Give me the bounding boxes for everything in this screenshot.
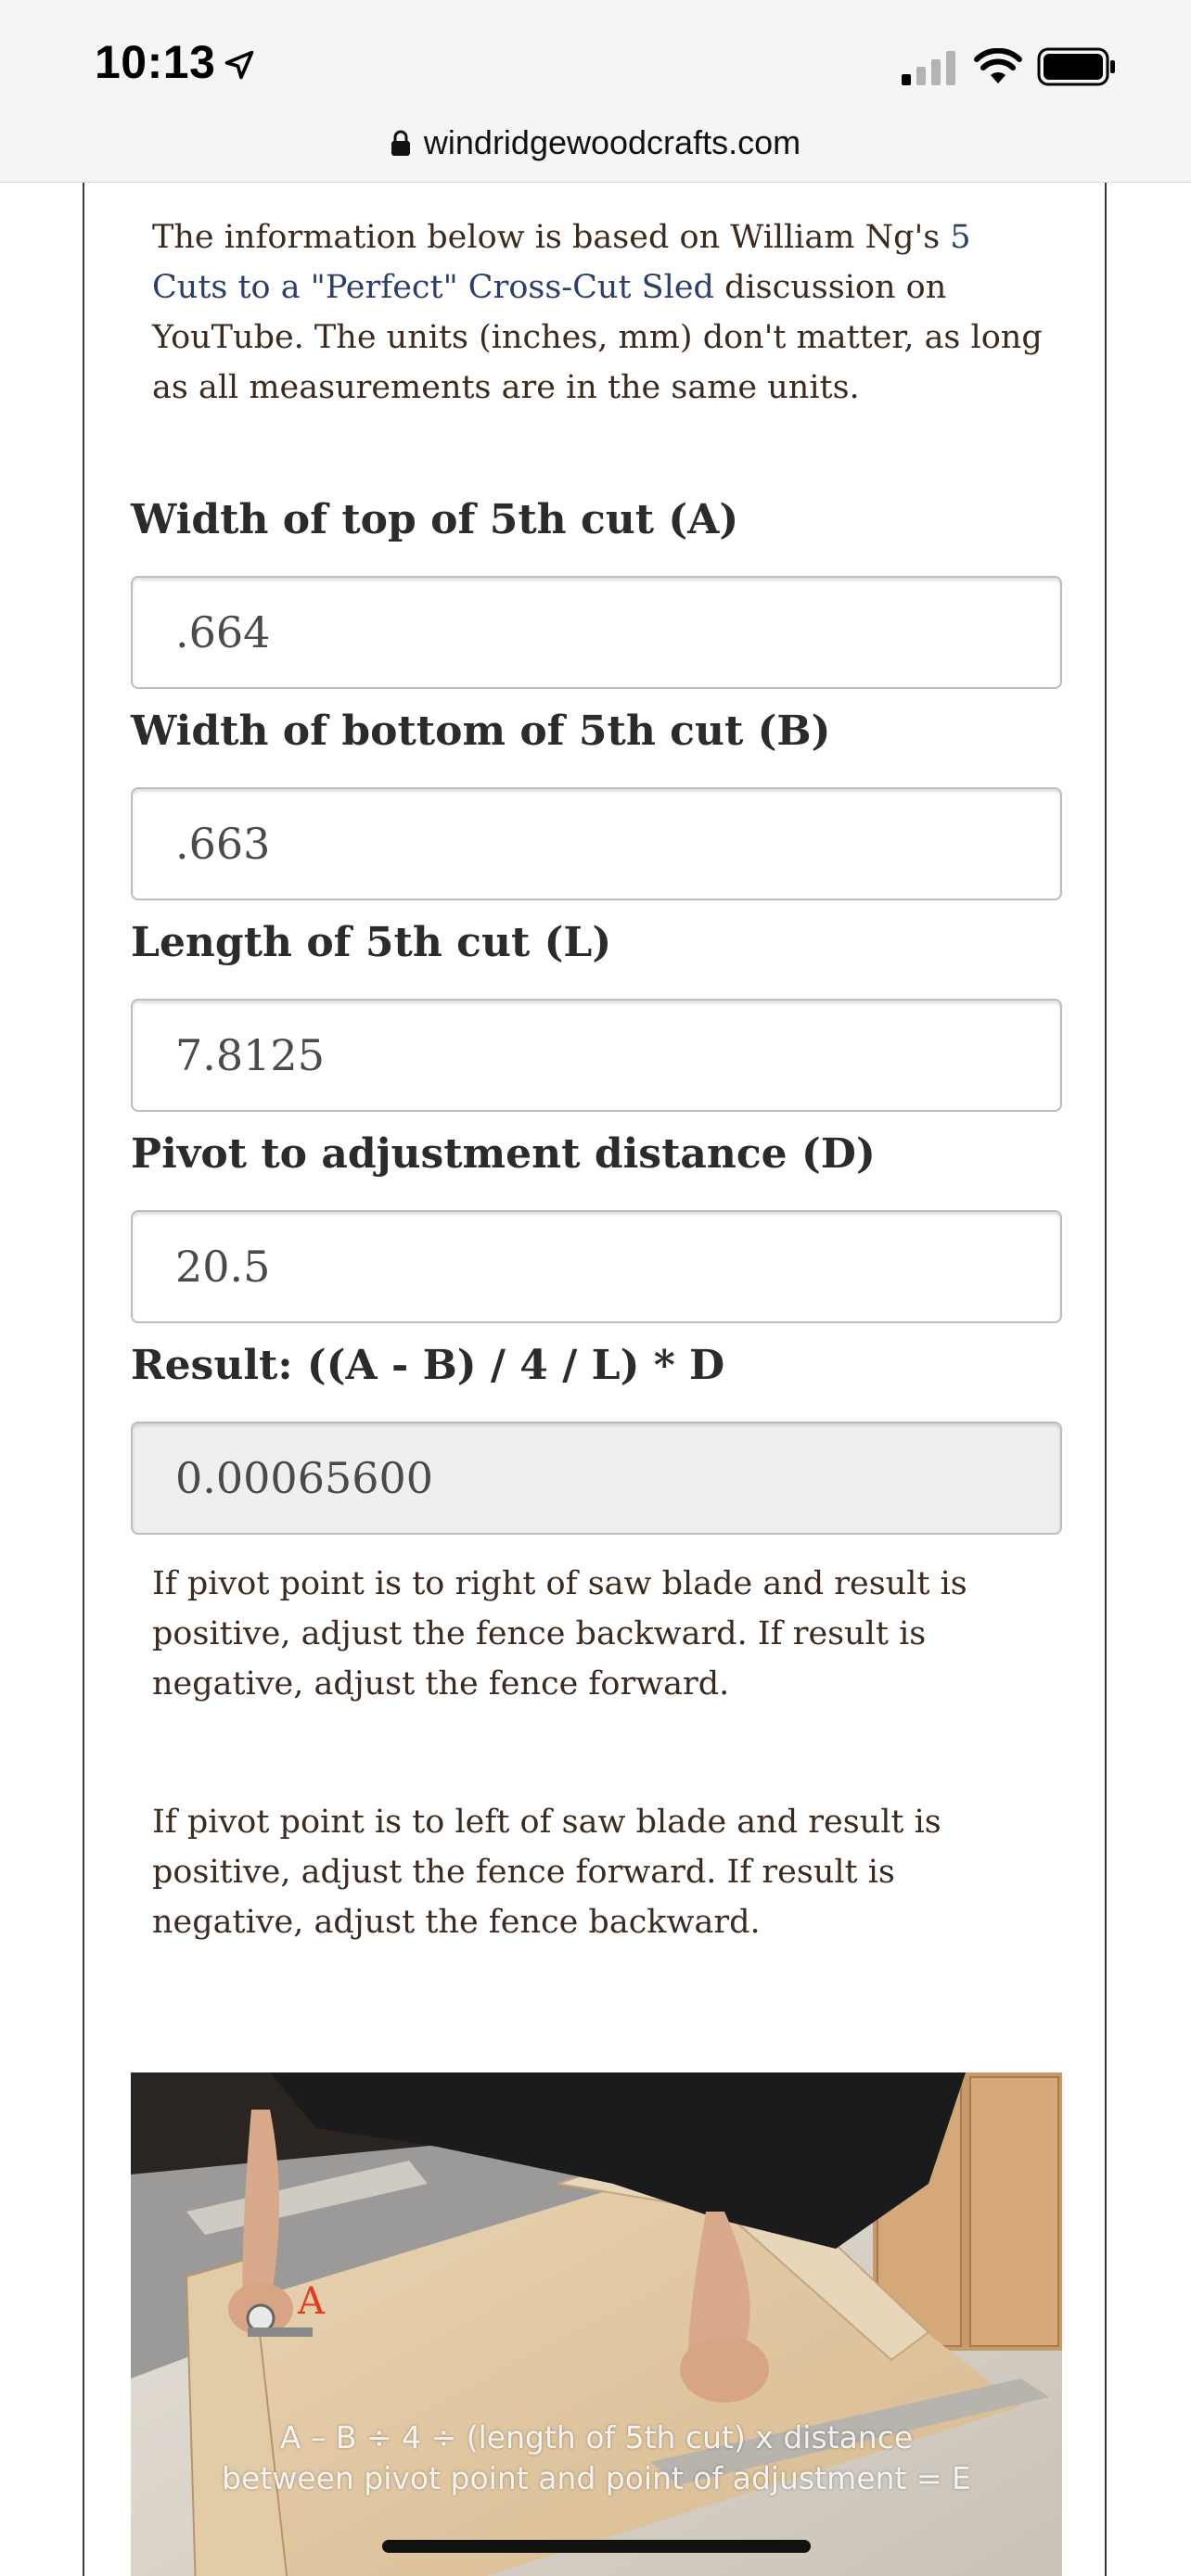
intro-text-end: discussion on YouTube. The units (inches, mm) don't matter, as long as all measurements are in the same units.: [152, 269, 1043, 406]
video-caption-line-1: A – B ÷ 4 ÷ (length of 5th cut) x distance: [279, 2419, 914, 2455]
battery-icon: [1037, 46, 1117, 87]
browser-top-bar: [0, 0, 1191, 183]
width-top-label: Width of top of 5th cut (A): [131, 496, 739, 543]
home-indicator[interactable]: [382, 2540, 811, 2553]
result-label: Result: ((A - B) / 4 / L) * D: [131, 1342, 725, 1389]
video-caption-line-2: between pivot point and point of adjustment = E: [222, 2460, 971, 2496]
result-output: [131, 1422, 1062, 1535]
video-caption: [131, 2417, 1062, 2499]
cellular-signal-icon: [900, 50, 959, 85]
lock-icon: [391, 129, 411, 157]
intro-paragraph: [152, 212, 1043, 413]
url-text: windridgewoodcrafts.com: [423, 123, 801, 161]
cut-length-label: Length of 5th cut (L): [131, 919, 612, 966]
width-bottom-label: Width of bottom of 5th cut (B): [131, 708, 831, 755]
calculator-panel: [83, 183, 1107, 2576]
cut-length-input[interactable]: [131, 999, 1062, 1112]
video-thumbnail[interactable]: [131, 2072, 1062, 2576]
intro-text-start: The information below is based on William Ng's: [152, 219, 951, 256]
pivot-distance-label: Pivot to adjustment distance (D): [131, 1130, 876, 1178]
width-top-input[interactable]: [131, 576, 1062, 689]
cross-cut-sled-photo: [131, 2072, 1062, 2576]
wifi-icon: [974, 48, 1022, 85]
width-bottom-input[interactable]: [131, 787, 1062, 900]
pivot-distance-input[interactable]: [131, 1210, 1062, 1323]
address-bar[interactable]: [0, 117, 1191, 169]
left-pivot-note: If pivot point is to left of saw blade and result is positive, adjust the fence forward. If result is negative, adjust the fence backward.: [152, 1804, 941, 1941]
right-pivot-note: If pivot point is to right of saw blade and result is positive, adjust the fence backward. If result is negative, adjust the fence forward.: [152, 1565, 967, 1702]
youtube-video-link[interactable]: 5 Cuts to a "Perfect" Cross-Cut Sled: [152, 219, 971, 306]
location-arrow-icon: [223, 48, 256, 82]
video-marker-label: A: [298, 2280, 325, 2323]
status-time: 10:13: [95, 36, 216, 88]
